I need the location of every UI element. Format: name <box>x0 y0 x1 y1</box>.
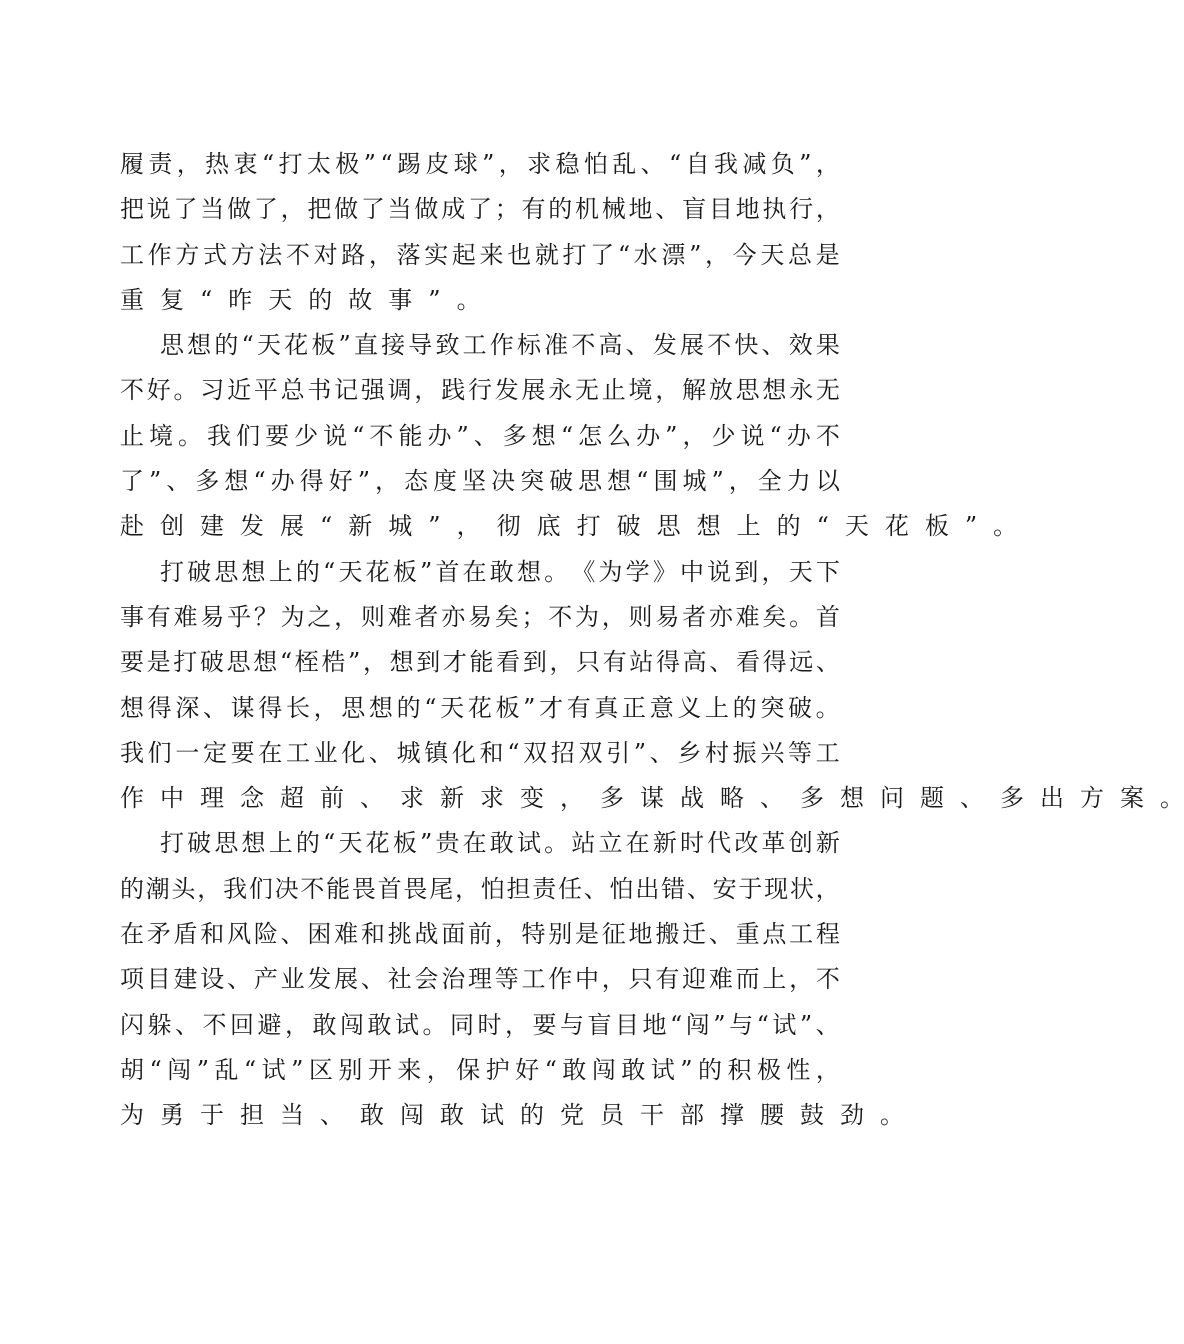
text-line: 事 有 难 易 乎 ？ 为 之 ， 则 难 者 亦 易 矣 ； 不 为 ， 则 易 者 亦 难 矣 。 首 <box>120 602 840 631</box>
text-line: 打 破 思 想 上 的 “ 天 花 板 ” 首 在 敢 想 。 《 为 学 》 中 说 到 ， 天 下 <box>160 557 840 586</box>
text-line: 思 想 的 “ 天 花 板 ” 直 接 导 致 工 作 标 准 不 高 、 发 展 不 快 、 效 果 <box>160 331 840 360</box>
text-line: 想 得 深 、 谋 得 长 ， 思 想 的 “ 天 花 板 ” 才 有 真 正 意 义 上 的 突 破 。 <box>120 693 840 722</box>
text-line: 重 复 “ 昨 天 的 故 事 ” 。 <box>120 285 481 314</box>
text-line: 不 好 。 习 近 平 总 书 记 强 调 ， 践 行 发 展 永 无 止 境 ， 解 放 思 想 永 无 <box>120 376 840 405</box>
text-line: 了 ” 、 多 想 “ 办 得 好 ” ， 态 度 坚 决 突 破 思 想 “ 围 城 ” ， 全 力 以 <box>120 467 840 496</box>
text-line: 我 们 一 定 要 在 工 业 化 、 城 镇 化 和 “ 双 招 双 引 ” 、 乡 村 振 兴 等 工 <box>120 738 840 767</box>
text-line: 闪 躲 、 不 回 避 ， 敢 闯 敢 试 。 同 时 ， 要 与 盲 目 地 “ 闯 ” 与 “ 试 ” 、 <box>120 1010 840 1039</box>
text-line: 把 说 了 当 做 了 ， 把 做 了 当 做 成 了 ； 有 的 机 械 地 、 盲 目 地 执 行 ， <box>120 195 840 224</box>
text-line: 项 目 建 设 、 产 业 发 展 、 社 会 治 理 等 工 作 中 ， 只 有 迎 难 而 上 ， 不 <box>120 965 840 994</box>
text-line: 工 作 方 式 方 法 不 对 路 ， 落 实 起 来 也 就 打 了 “ 水 漂 ” ， 今 天 总 是 <box>120 240 840 269</box>
text-line: 作 中 理 念 超 前 、 求 新 求 变 ， 多 谋 战 略 、 多 想 问 题 、 多 出 方 案 。 <box>120 784 1184 813</box>
text-line: 止 境 。 我 们 要 少 说 “ 不 能 办 ” 、 多 想 “ 怎 么 办 ” ， 少 说 “ 办 不 <box>120 421 840 450</box>
text-line: 要 是 打 破 思 想 “ 桎 梏 ” ， 想 到 才 能 看 到 ， 只 有 站 得 高 、 看 得 远 、 <box>120 648 840 677</box>
document-body <box>120 142 1184 1139</box>
text-line: 赴 创 建 发 展 “ 新 城 ” ， 彻 底 打 破 思 想 上 的 “ 天 花 板 ” 。 <box>120 512 1018 541</box>
text-line: 为 勇 于 担 当 、 敢 闯 敢 试 的 党 员 干 部 撑 腰 鼓 劲 。 <box>120 1101 904 1130</box>
text-line: 履 责 ， 热 衷 “ 打 太 极 ” “ 踢 皮 球 ” ， 求 稳 怕 乱 、 “ 自 我 减 负 ” ， <box>120 150 840 178</box>
text-line: 在 矛 盾 和 风 险 、 困 难 和 挑 战 面 前 ， 特 别 是 征 地 搬 迁 、 重 点 工 程 <box>120 920 840 949</box>
text-line: 胡 “ 闯 ” 乱 “ 试 ” 区 别 开 来 ， 保 护 好 “ 敢 闯 敢 试 ” 的 积 极 性 ， <box>120 1055 840 1084</box>
text-line: 的 潮 头 ， 我 们 决 不 能 畏 首 畏 尾 ， 怕 担 责 任 、 怕 出 错 、 安 于 现 状 ， <box>120 874 840 903</box>
text-line: 打 破 思 想 上 的 “ 天 花 板 ” 贵 在 敢 试 。 站 立 在 新 时 代 改 革 创 新 <box>160 829 840 858</box>
